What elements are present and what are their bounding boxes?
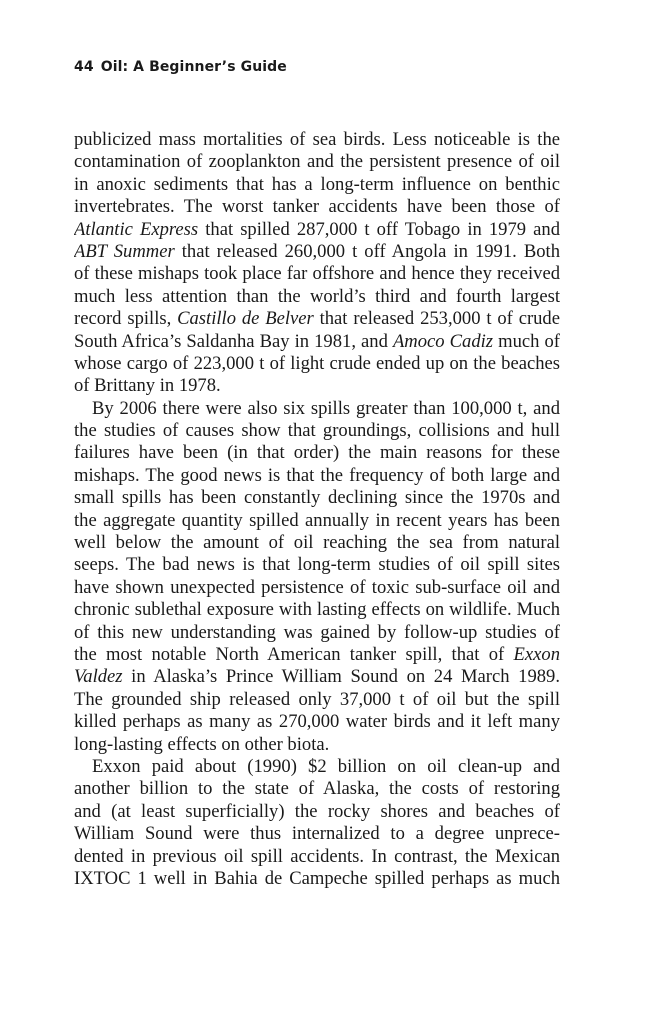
italic-text: Exxon [513,643,560,665]
text-line [74,756,560,778]
text-line [74,465,560,487]
body-text [74,129,560,890]
text-segment: that spilled 287,000 t off Tobago in 1979 and [198,218,560,240]
text-segment: of Brittany in 1978. [74,375,221,397]
text-segment: the aggregate quantity spilled annually in recent years has been [74,509,560,531]
text-segment: seeps. The bad news is that long-term studies of oil spill sites [74,554,560,576]
text-line [74,174,560,196]
text-line [74,308,560,330]
text-segment: publicized mass mortalities of sea birds. Less noticeable is the [74,129,560,150]
text-segment: long-lasting effects on other biota. [74,733,330,755]
text-segment: that released 253,000 t of crude [319,308,560,330]
text-segment: in anoxic sediments that has a long-term influence on benthic [74,173,560,195]
text-segment: killed perhaps as many as 270,000 water birds and it left many [74,711,560,733]
text-line [74,241,560,263]
text-segment: mishaps. The good news is that the frequency of both large and [74,464,560,486]
text-line [74,711,560,733]
text-segment: By 2006 there were also six spills greater than 100,000 t, and [92,397,560,419]
text-line [74,846,560,868]
text-line [74,666,560,688]
italic-text: ABT Summer [74,240,175,262]
text-segment: failures have been (in that order) the main reasons for these [74,442,560,464]
text-line [74,554,560,576]
text-segment: the studies of causes show that groundings, collisions and hull [74,420,560,442]
text-line [74,868,560,890]
text-line [74,331,560,353]
text-segment: and (at least superficially) the rocky shores and beaches of [74,800,560,822]
text-segment: the most notable North American tanker spill, that of [74,643,514,665]
text-line [74,151,560,173]
text-segment: IXTOC 1 well in Bahia de Campeche spilled perhaps as much [74,867,560,889]
text-line [74,577,560,599]
italic-text: Castillo de Belver [177,308,314,330]
book-title: Oil: A Beginner’s Guide [100,59,287,75]
text-segment: South Africa’s Saldanha Bay in 1981, and [74,330,393,352]
italic-text: Amoco Cadiz [392,330,494,352]
text-segment: well below the amount of oil reaching the sea from natural [74,532,560,554]
text-segment: chronic sublethal exposure with lasting effects on wildlife. Much [74,599,560,621]
text-segment: have shown unexpected persistence of toxic sub-surface oil and [74,576,560,598]
text-line [74,375,560,397]
text-segment: record spills, [74,308,178,330]
text-line [74,442,560,464]
text-segment: in Alaska’s Prince William Sound on 24 March 1989. [122,666,560,688]
text-segment: whose cargo of 223,000 t of light crude ended up on the beaches [74,352,560,374]
text-line [74,263,560,285]
text-line [74,532,560,554]
text-segment: of this new understanding was gained by follow-up studies of [74,621,560,643]
italic-text: Atlantic Express [74,218,199,240]
page-number: 44 [74,59,94,75]
text-line [74,689,560,711]
text-segment: another billion to the state of Alaska, the costs of restoring [74,778,560,800]
text-line [74,487,560,509]
text-segment: contamination of zooplankton and the persistent presence of oil [74,151,560,173]
text-segment: of these mishaps took place far offshore and hence they received [74,263,560,285]
text-segment: dented in previous oil spill accidents. In contrast, the Mexican [74,845,560,867]
text-segment: much less attention than the world’s third and fourth largest [74,285,560,307]
text-line [74,353,560,375]
text-line [74,599,560,621]
text-line [74,196,560,218]
italic-text: Valdez [74,666,123,688]
running-head [74,59,287,75]
text-line [74,622,560,644]
text-line [74,734,560,756]
text-line [74,420,560,442]
text-segment: small spills has been constantly declining since the 1970s and [74,487,560,509]
text-segment: invertebrates. The worst tanker accidents have been those of [74,196,560,218]
text-line [74,219,560,241]
text-line [74,778,560,800]
text-segment: that released 260,000 t off Angola in 1991. Both [174,240,560,262]
text-line [74,801,560,823]
text-segment: The grounded ship released only 37,000 t of oil but the spill [74,688,560,710]
text-line [74,510,560,532]
text-line [74,398,560,420]
text-line [74,286,560,308]
text-segment: William Sound were thus internalized to a degree unprece- [74,823,560,845]
text-line [74,823,560,845]
text-segment: much of [493,330,560,352]
text-line [74,129,560,151]
text-line [74,644,560,666]
text-segment: Exxon paid about (1990) $2 billion on oil clean-up and [92,755,560,777]
